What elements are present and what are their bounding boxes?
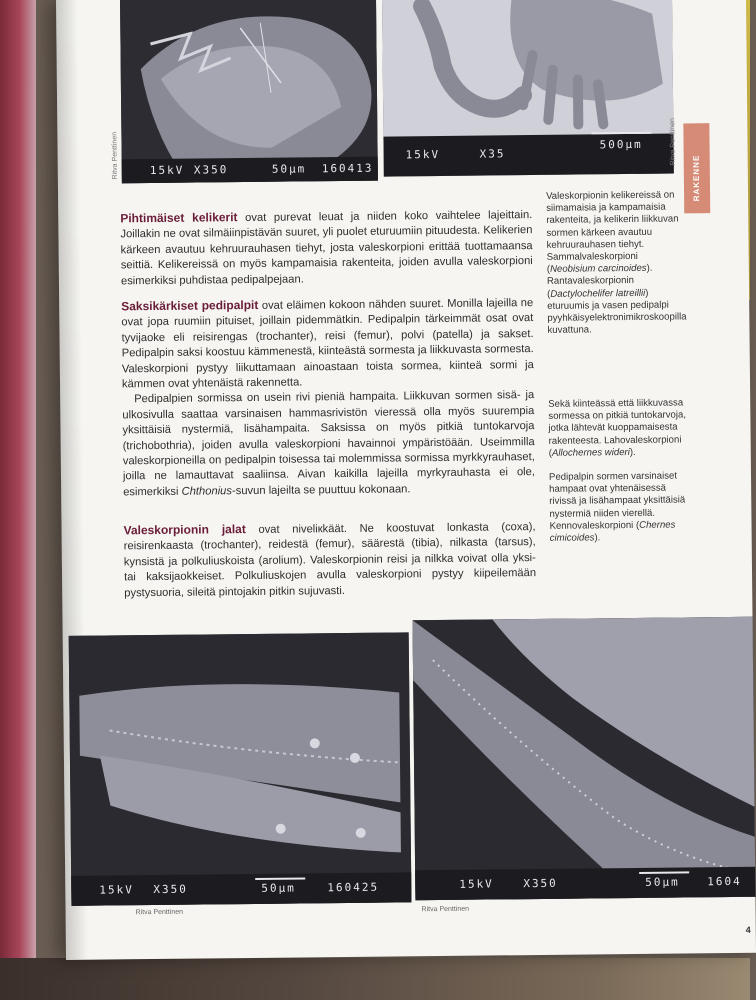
sem-voltage: 15kV (149, 163, 185, 178)
caption-text: Pedipalpin sormen varsinaiset hampaat ovat yhtenäisessä rivissä ja lisähampaat yksittäisiä nystermiä niiden vierellä. Kennovaleskorpioni ( (548, 470, 686, 532)
background-floor (0, 958, 750, 1000)
photo-chelicera (120, 0, 378, 183)
section-tab-label: RAKENNE (691, 154, 702, 202)
sem-magnification: X350 (523, 876, 558, 891)
sem-image-finger-left (69, 632, 412, 906)
sem-image-chelicera (120, 0, 378, 183)
background-left-edge (0, 0, 36, 1000)
photo-finger-left (69, 632, 412, 906)
page-number: 4 (745, 924, 751, 935)
genus-name: Chthonius (181, 485, 233, 498)
book-page (56, 0, 756, 960)
sem-image-id: 160413 (321, 161, 374, 176)
species-name: Dactylochelifer latreillii (550, 287, 646, 300)
section-tab (683, 123, 710, 213)
paragraph-lead: Saksikärkiset pedipalpit (121, 297, 259, 314)
paragraph-pedipalps (121, 295, 535, 501)
paragraph-text: ovat eläimen kokoon nähden suuret. Monilla lajeilla ne ovat jopa ruumiin pituiset, joillain pidemmätkin. Pedipalpin tärkeimmät osat ovat tyvijaoke eli reisirengas (trochanter), reisi (femur), polvi (patella) ja sakset. Pedipalpin saksi koostuu kämmenestä, kiinteästä sormesta ja liikkuvasta sormesta. Valeskorpioni pystyy liikuttamaan ainoastaan toista sormea, kiinteä sormi ja kämmen ovat yhtenäistä rakennetta. (121, 297, 534, 391)
sem-magnification: X350 (153, 882, 188, 897)
sem-voltage: 15kV (405, 147, 441, 162)
species-name: Neobisium carcinoides (549, 263, 647, 276)
caption-text: Sekä kiinteässä että liikkuvassa sormessa on pitkiä tuntokarvoja, jotka lähtevät kuoppamaisesta rakenteesta. Lahovaleskorpioni ( (548, 397, 687, 459)
photo-credit: Ritva Penttinen (421, 905, 470, 914)
sem-voltage: 15kV (99, 883, 134, 897)
caption-text: Valeskorpionin kelikereissä on siimamaisia ja kampamaisia rakenteita, ja kelikerin liikkuvan sormen kärkeen avautuu kehruurauhasen tiehyt. Sammalvaleskorpioni ( (546, 189, 679, 276)
caption-text: ). (594, 532, 601, 544)
caption-text: ). (646, 262, 653, 275)
photo-credit: Ritva Penttinen (669, 118, 677, 166)
paragraph-text: Pedipalpien sormissa on usein rivi pieniä hampaita. Liikkuvan sormen sisä- ja ulkosivulla saattaa varsinaisen hammasrivistön vieressä olla myös suurempia yksittäisiä nystermiä, lisähampaita. Saksissa on myös pitkiä tuntokarvoja (trichobothria), joiden avulla valeskorpioni havainnoi ympäristöään. Useimmilla valeskorpioneilla on pedipalpin toisessa tai molemmissa sormissa myrkkyrauhaset, joilla ne lamauttavat saaliinsa. Aivan kaikilla lajeilla myrkyrauhasta ei ole, esimerkiksi (122, 389, 536, 499)
caption-text: Rantavaleskorpionin ( (546, 275, 634, 300)
sem-voltage: 15kV (459, 877, 494, 891)
photo-pedipalp-body (382, 0, 677, 177)
photo-credit: Ritva Penttinen (111, 131, 119, 180)
paragraph-lead: Valeskorpionin jalat (123, 522, 246, 538)
species-name: Chernes cimicoides (549, 519, 676, 544)
sem-image-finger-right (413, 617, 756, 901)
species-name: Allochernes wideri (551, 446, 630, 459)
photo-finger-right (413, 617, 756, 901)
paragraph-text: ovat niveliкkäät. Ne koostuvat lonkasta (coxa), reisirenkaasta (trochanter), reidestä (femur), säärestä (tibia), nilkasta (tarsus), kynsistä ja polkuliuskoista (arolium). Valeskorpionin reisi ja nilkka voivat olla yksi- tai kaksijaokkeiset. Polkuliuskojen avulla valeskorpioni pystyy kiipeilemään pystysuoria, sileitä pintojakin pitkin sujuvasti. (123, 521, 537, 599)
caption-text: ). (629, 446, 636, 458)
caption-text: ) eturuumis ja vasen pedipalpi pyyhkäisyelektronimikroskoopilla kuvattuna. (547, 287, 687, 337)
caption-bottom-photos (548, 397, 688, 545)
sem-scale-label: 50µm (645, 875, 680, 889)
sem-scale-label: 500µm (599, 137, 643, 152)
paragraph-legs (123, 519, 536, 601)
sem-scale-label: 50µm (271, 162, 307, 176)
sem-magnification: X350 (193, 163, 229, 177)
paragraph-text: ovat purevat leuat ja niiden koko vaihtelee lajeittain. Joillakin ne ovat silmäiinpistävän suuret, yli puolet eturuumiin pituudesta. Kelikerien kärkeen avautuu kehruurauhasen tiehyt, josta valeskorpioni erittää tuottamaansa seittiä. Kelikereissä on myös kampamaisia rakenteita, joiden avulla valeskorpioni esimerkiksi puhdistaa pedipalpejaan. (120, 209, 533, 287)
sem-image-id: 1604 (707, 874, 742, 889)
paragraph-chelicerae (120, 207, 533, 289)
paragraph-lead: Pihtimäiset kelikerit (120, 210, 238, 226)
sem-magnification: X35 (479, 147, 506, 161)
photo-credit: Ritva Penttinen (135, 908, 184, 917)
sem-image-id: 160425 (327, 880, 380, 895)
paragraph-text: -suvun lajeilta se puuttuu kokonaan. (231, 483, 411, 498)
caption-top-photos (546, 189, 686, 337)
sem-scale-label: 50µm (261, 881, 296, 895)
